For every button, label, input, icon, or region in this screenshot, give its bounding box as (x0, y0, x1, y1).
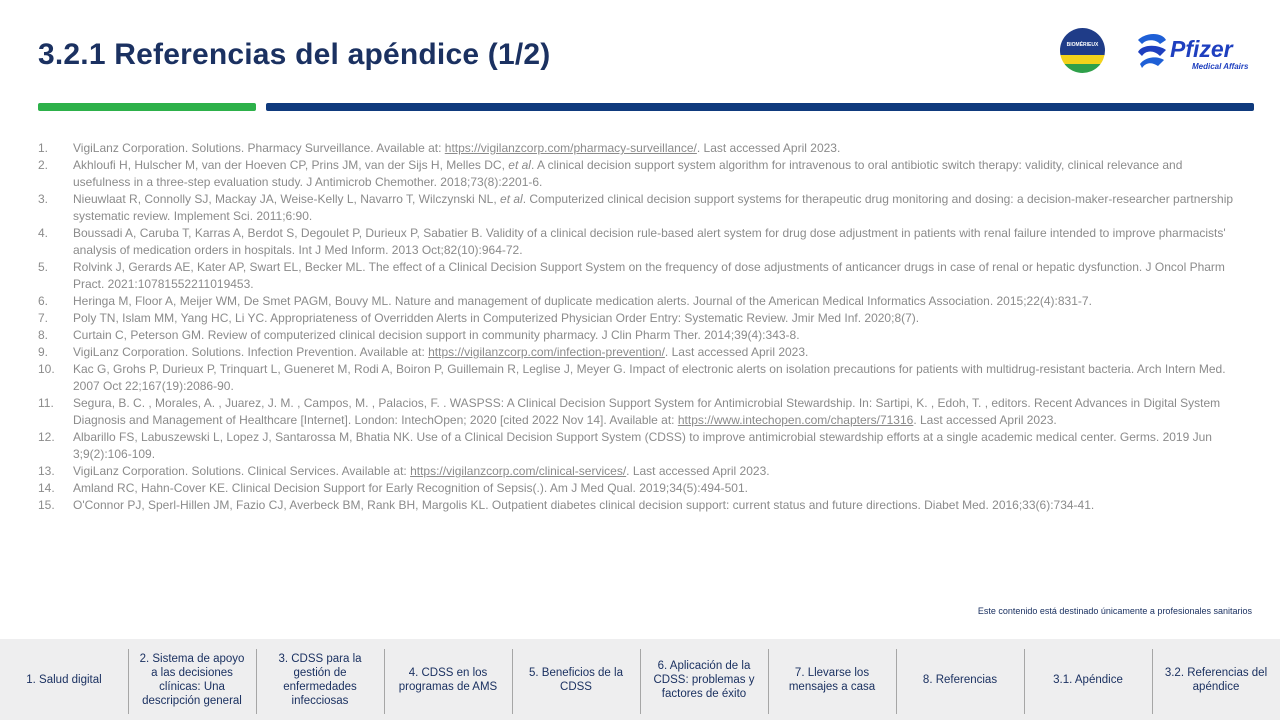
reference-link[interactable]: https://vigilanzcorp.com/infection-prevention/ (428, 345, 665, 359)
reference-number: 4. (38, 226, 49, 240)
reference-text: Amland RC, Hahn-Cover KE. Clinical Decision Support for Early Recognition of Sepsis(.). Am J Med Qual. 2019;34(5):494-501. (73, 481, 748, 495)
reference-number: 5. (38, 260, 49, 274)
footer-nav-item[interactable]: 5. Beneficios de la CDSS (512, 639, 640, 720)
reference-italic: et al (500, 192, 523, 206)
reference-text: Boussadi A, Caruba T, Karras A, Berdot S, Degoulet P, Durieux P, Sabatier B. Validity of a clinical decision rule-based alert system for drug dose adjustment in patients with renal failure intended to improve pharmacists' analysis of medication orders in hospitals. Int J Med Inform. 2013 Oct;82(10):964-72. (73, 226, 1226, 257)
reference-text-end: . Last accessed April 2023. (913, 413, 1057, 427)
reference-text: Albarillo FS, Labuszewski L, Lopez J, Santarossa M, Bhatia NK. Use of a Clinical Decision Support System (CDSS) to improve antimicrobial stewardship efforts at a single academic medical center. Germs. 2019 Jun 3;9(2):106-109. (73, 430, 1212, 461)
footer-nav-item[interactable]: 8. Referencias (896, 639, 1024, 720)
reference-text-end: . Computerized clinical decision support systems for therapeutic drug monitoring and dosing: a decision-maker-researcher partnership systematic review. Implement Sci. 2011;6:90. (73, 192, 1234, 223)
footer-nav (0, 639, 1280, 720)
reference-text: Poly TN, Islam MM, Yang HC, Li YC. Appropriateness of Overridden Alerts in Computerized Physician Order Entry: Systematic Review. Jmir Med Inf. 2020;8(7). (73, 311, 920, 325)
reference-text: VigiLanz Corporation. Solutions. Pharmacy Surveillance. Available at: (73, 141, 445, 155)
reference-number: 7. (38, 311, 49, 325)
reference-list (38, 140, 1243, 514)
footer-nav-item[interactable]: 3.2. Referencias del apéndice (1152, 639, 1280, 720)
reference-number: 13. (38, 464, 55, 478)
reference-item (38, 191, 1243, 225)
footer-nav-item[interactable]: 3.1. Apéndice (1024, 639, 1152, 720)
reference-number: 3. (38, 192, 49, 206)
reference-text: VigiLanz Corporation. Solutions. Infection Prevention. Available at: (73, 345, 429, 359)
reference-number: 1. (38, 141, 49, 155)
disclaimer: Este contenido está destinado únicamente a profesionales sanitarios (977, 606, 1252, 616)
reference-item (38, 463, 1243, 480)
reference-link[interactable]: https://www.intechopen.com/chapters/71316 (677, 413, 914, 427)
reference-link[interactable]: https://vigilanzcorp.com/pharmacy-surveillance/ (444, 141, 697, 155)
reference-number: 9. (38, 345, 49, 359)
reference-text-end: . Last accessed April 2023. (626, 464, 770, 478)
reference-item (38, 293, 1243, 310)
reference-number: 14. (38, 481, 55, 495)
reference-text-end: . Last accessed April 2023. (696, 141, 841, 155)
reference-item (38, 395, 1243, 429)
biomerieux-logo-text: BIOMÉRIEUX (1066, 42, 1099, 48)
pfizer-logo-name: Pfizer (1170, 36, 1233, 62)
reference-item (38, 310, 1243, 327)
accent-bar-green (38, 103, 256, 111)
reference-item (38, 361, 1243, 395)
footer-nav-item[interactable]: 3. CDSS para la gestión de enfermedades infecciosas (256, 639, 384, 720)
page-title: 3.2.1 Referencias del apéndice (1/2) (38, 38, 551, 71)
footer-nav-item[interactable]: 7. Llevarse los mensajes a casa (768, 639, 896, 720)
accent-bar-blue (266, 103, 1254, 111)
reference-item (38, 157, 1243, 191)
reference-text-end: . A clinical decision support system algorithm for intravenous to oral antibiotic switch therapy: validity, clinical relevance and usefulness in a three-step evaluation study. J Antimicrob Chemother. 2018;73(8):2201-6. (73, 158, 1183, 189)
reference-text: Heringa M, Floor A, Meijer WM, De Smet PAGM, Bouvy ML. Nature and management of duplicate medication alerts. Journal of the American Medical Informatics Association. 2015;22(4):831-7. (73, 294, 1092, 308)
reference-item (38, 429, 1243, 463)
reference-text: Curtain C, Peterson GM. Review of computerized clinical decision support in community pharmacy. J Clin Pharm Ther. 2014;39(4):343-8. (73, 328, 800, 342)
reference-item (38, 327, 1243, 344)
reference-item (38, 497, 1243, 514)
footer-nav-item[interactable]: 6. Aplicación de la CDSS: problemas y factores de éxito (640, 639, 768, 720)
reference-italic: et al (508, 158, 531, 172)
reference-number: 10. (38, 362, 55, 376)
reference-item (38, 344, 1243, 361)
pfizer-helix-icon (1132, 30, 1172, 70)
reference-number: 2. (38, 158, 49, 172)
reference-text: Segura, B. C. , Morales, A. , Juarez, J. M. , Campos, M. , Palacios, F. . WASPSS: A Clinical Decision Support System for Antimicrobial Stewardship. In: Sartipi, K. , Edoh, T. , editors. Recent Advances in Digital System Diagnosis and Management of Healthcare [Internet]. London: IntechOpen; 2020 [cited 2022 Nov 14]. Available at: (73, 396, 1221, 427)
biomerieux-logo (1060, 28, 1105, 73)
reference-text: Kac G, Grohs P, Durieux P, Trinquart L, Gueneret M, Rodi A, Boiron P, Guillemain R, Leglise J, Meyer G. Impact of electronic alerts on isolation precautions for patients with multidrug-resistant bacteria. Arch Intern Med. 2007 Oct 22;167(19):2086-90. (73, 362, 1226, 393)
footer-nav-item[interactable]: 1. Salud digital (26, 673, 102, 686)
reference-text: O'Connor PJ, Sperl-Hillen JM, Fazio CJ, Averbeck BM, Rank BH, Margolis KL. Outpatient diabetes clinical decision support: current status and future directions. Diabet Med. 2016;33(6):734-41. (73, 498, 1095, 512)
reference-link[interactable]: https://vigilanzcorp.com/clinical-services/ (410, 464, 627, 478)
pfizer-logo-subtitle: Medical Affairs (1192, 62, 1249, 71)
reference-item (38, 480, 1243, 497)
reference-item (38, 225, 1243, 259)
pfizer-logo (1132, 28, 1254, 74)
reference-number: 6. (38, 294, 49, 308)
footer-nav-item[interactable]: 2. Sistema de apoyo a las decisiones clínicas: Una descripción general (128, 639, 256, 720)
reference-text-end: . Last accessed April 2023. (664, 345, 809, 359)
reference-number: 11. (38, 396, 54, 410)
reference-item (38, 140, 1243, 157)
reference-text: VigiLanz Corporation. Solutions. Clinical Services. Available at: (73, 464, 411, 478)
reference-text: Akhloufi H, Hulscher M, van der Hoeven CP, Prins JM, van der Sijs H, Melles DC, (73, 158, 509, 172)
reference-number: 15. (38, 498, 55, 512)
reference-text: Rolvink J, Gerards AE, Kater AP, Swart EL, Becker ML. The effect of a Clinical Decision Support System on the frequency of dose adjustments of anticancer drugs in case of renal or hepatic dysfunction. J Oncol Pharm Pract. 2021:10781552211019453. (73, 260, 1225, 291)
reference-number: 8. (38, 328, 49, 342)
reference-item (38, 259, 1243, 293)
reference-number: 12. (38, 430, 55, 444)
footer-nav-item[interactable]: 4. CDSS en los programas de AMS (384, 639, 512, 720)
reference-text: Nieuwlaat R, Connolly SJ, Mackay JA, Weise-Kelly L, Navarro T, Wilczynski NL, (73, 192, 501, 206)
